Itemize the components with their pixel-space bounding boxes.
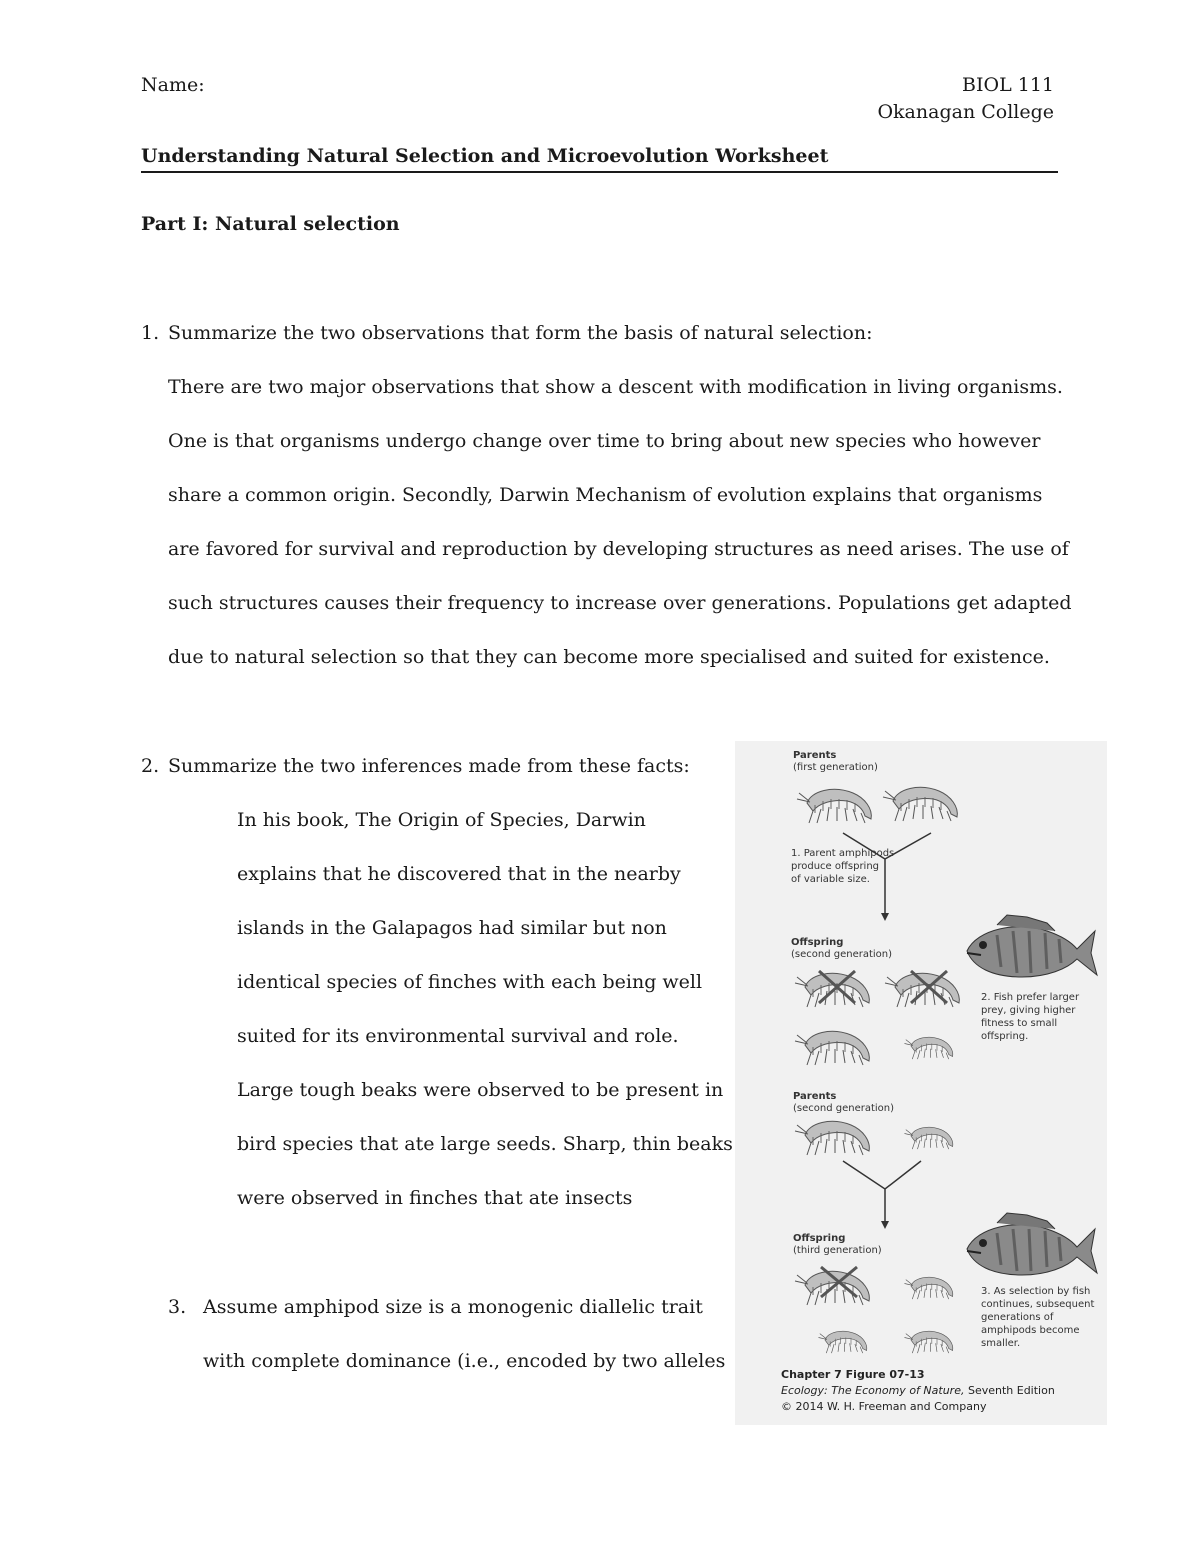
q2-answer-line: suited for its environmental survival and role.	[237, 1025, 679, 1047]
q1-answer-line: One is that organisms undergo change over time to bring about new species who however	[168, 430, 1041, 452]
worksheet-title: Understanding Natural Selection and Microevolution Worksheet	[141, 145, 829, 167]
q1-answer-line: are favored for survival and reproduction by developing structures as need arises. The use of	[168, 538, 1069, 560]
step3-line: generations of	[981, 1312, 1054, 1323]
offspring-gen2-title: Offspring	[791, 937, 844, 948]
offspring-gen3-subtitle: (third generation)	[793, 1245, 882, 1256]
step1-line: 1. Parent amphipods	[791, 848, 895, 859]
q2-answer-line: bird species that ate large seeds. Sharp, thin beaks	[237, 1133, 733, 1155]
q1-answer-line: such structures causes their frequency to increase over generations. Populations get adapted	[168, 592, 1072, 614]
step3-line: smaller.	[981, 1338, 1021, 1349]
offspring-gen2-subtitle: (second generation)	[791, 949, 893, 960]
step2-line: fitness to small	[981, 1018, 1058, 1029]
q2-answer-line: identical species of finches with each being well	[237, 971, 703, 993]
q1-answer-line: There are two major observations that show a descent with modification in living organisms.	[168, 376, 1063, 398]
parents-gen1-title: Parents	[793, 750, 837, 761]
step3-line: continues, subsequent	[981, 1299, 1095, 1310]
part-heading: Part I: Natural selection	[141, 213, 400, 235]
figure-caption-copyright: © 2014 W. H. Freeman and Company	[781, 1400, 987, 1413]
offspring-gen3-title: Offspring	[793, 1233, 846, 1244]
parents-gen2-title: Parents	[793, 1091, 837, 1102]
step2-line: prey, giving higher	[981, 1005, 1076, 1016]
q2-question: Summarize the two inferences made from these facts:	[168, 755, 690, 777]
q2-answer-line: explains that he discovered that in the nearby	[237, 863, 681, 885]
q2-number: 2.	[141, 755, 160, 777]
q2-answer-line: islands in the Galapagos had similar but non	[237, 917, 667, 939]
parents-gen2-subtitle: (second generation)	[793, 1103, 895, 1114]
q1-question: Summarize the two observations that form the basis of natural selection:	[168, 322, 873, 344]
college-name: Okanagan College	[877, 101, 1054, 123]
step1-line: produce offspring	[791, 861, 880, 872]
q1-number: 1.	[141, 322, 160, 344]
q3-line: with complete dominance (i.e., encoded by two alleles	[203, 1350, 726, 1372]
parents-gen1-subtitle: (first generation)	[793, 762, 878, 773]
q3-line: Assume amphipod size is a monogenic diallelic trait	[203, 1296, 703, 1318]
q2-answer-line: were observed in finches that ate insects	[237, 1187, 633, 1209]
q2-answer-line: In his book, The Origin of Species, Darwin	[237, 809, 646, 831]
figure-caption-book: Ecology: The Economy of Nature, Seventh Edition	[781, 1384, 1055, 1397]
title-underline	[141, 171, 1058, 173]
step1-line: of variable size.	[791, 874, 870, 885]
step3-line: 3. As selection by fish	[981, 1286, 1091, 1297]
step3-line: amphipods become	[981, 1325, 1080, 1336]
amphipod-selection-figure	[735, 741, 1107, 1425]
q2-answer-line: Large tough beaks were observed to be present in	[237, 1079, 724, 1101]
name-label: Name:	[141, 74, 205, 96]
course-code: BIOL 111	[962, 74, 1054, 96]
q3-number: 3.	[168, 1296, 187, 1318]
figure-caption-chapter: Chapter 7 Figure 07-13	[781, 1368, 925, 1381]
step2-line: 2. Fish prefer larger	[981, 992, 1080, 1003]
q1-answer-line: due to natural selection so that they can become more specialised and suited for existence.	[168, 646, 1050, 668]
q1-answer-line: share a common origin. Secondly, Darwin Mechanism of evolution explains that organisms	[168, 484, 1043, 506]
step2-line: offspring.	[981, 1031, 1029, 1042]
